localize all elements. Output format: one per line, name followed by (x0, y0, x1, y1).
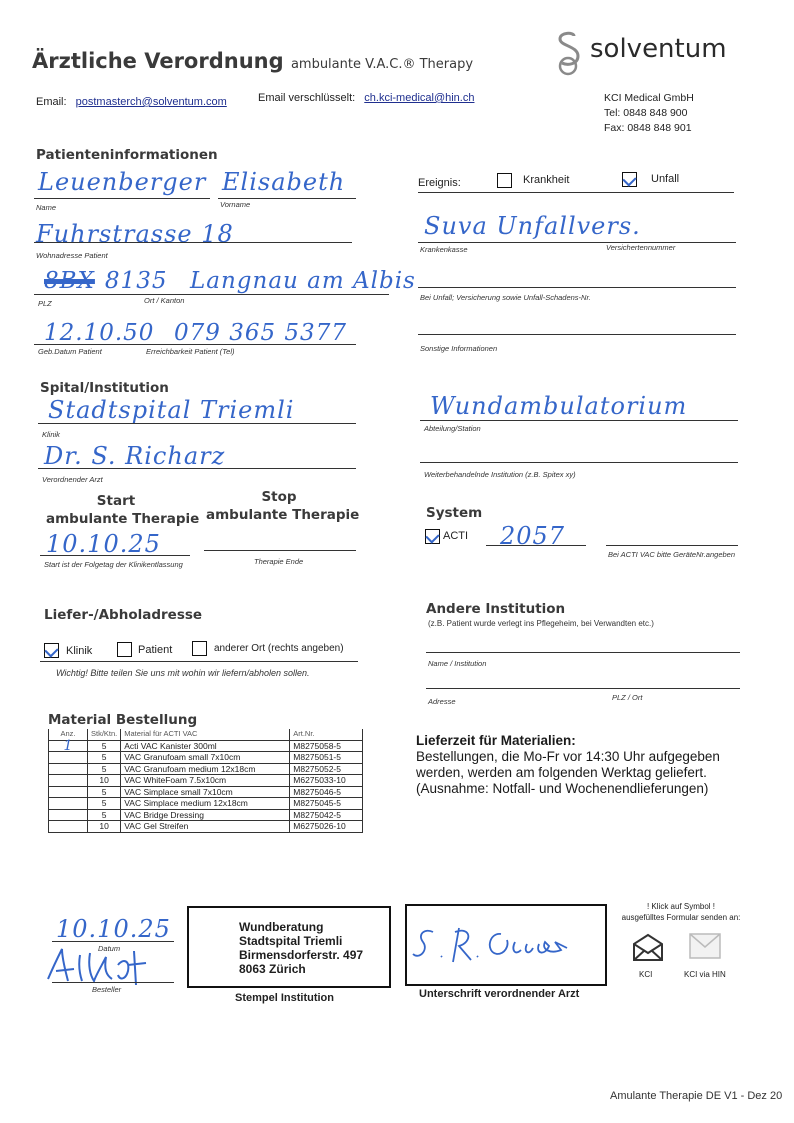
start-label: Start ist der Folgetag der Klinikentlassung (44, 560, 183, 569)
stamp-text (239, 920, 363, 976)
material-artnr-cell: M8275052-5 (290, 763, 363, 775)
dob-label: Geb.Datum Patient (38, 347, 102, 356)
company-name: KCI Medical GmbH (604, 92, 694, 104)
rechts-text: (rechts angeben) (267, 643, 344, 654)
delivery-time-line3: (Ausnahme: Notfall- und Wochenendlieferungen) (416, 781, 709, 796)
patient-tel-value: 079 365 5377 (174, 320, 347, 346)
send-hint-2: ausgefülltes Formular senden an: (621, 913, 741, 922)
sonstige-label: Sonstige Informationen (420, 344, 498, 353)
other-inst-hint: (z.B. Patient wurde verlegt ins Pflegeheim, bei Verwandten etc.) (428, 619, 654, 628)
delivery-klinik-label: Klinik (66, 645, 93, 657)
stamp-line-4: 8063 Zürich (239, 962, 306, 976)
besteller-line (52, 982, 174, 983)
plz-label: PLZ (38, 299, 52, 308)
material-row (49, 821, 363, 833)
arzt-label: Verordnender Arzt (42, 475, 103, 484)
patient-address-value: Fuhrstrasse 18 (36, 220, 234, 248)
other-name-line (426, 652, 740, 653)
anderer-text: anderer Ort (214, 643, 266, 654)
device-line-2 (606, 545, 738, 546)
acti-label: ACTI (443, 530, 469, 542)
stamp-box (187, 906, 391, 988)
ereignis-line (418, 192, 734, 193)
material-name-cell: Acti VAC Kanister 300ml (121, 740, 290, 752)
material-stk-cell: 5 (88, 798, 121, 810)
stamp-line-1: Wundberatung (239, 920, 324, 934)
plz-line (34, 294, 389, 295)
material-row (49, 752, 363, 764)
dob-line (34, 344, 356, 345)
material-artnr-cell: M6275033-10 (290, 775, 363, 787)
delivery-note: Wichtig! Bitte teilen Sie uns mit wohin wir liefern/abholen sollen. (56, 668, 310, 678)
unfall-checkbox[interactable] (622, 172, 637, 187)
address-line (34, 242, 352, 243)
kci-hin-mail-icon[interactable] (688, 932, 722, 960)
ort-label: Ort / Kanton (144, 296, 185, 305)
krankheit-label: Krankheit (523, 174, 570, 186)
col-artnr: Art.Nr. (290, 729, 363, 740)
material-artnr-cell: M6275026-10 (290, 821, 363, 833)
unfall-label: Unfall (651, 173, 680, 185)
besteller-signature (40, 945, 170, 987)
delivery-time-block (416, 733, 720, 797)
device-nr-value: 2057 (500, 522, 566, 550)
delivery-time-line2: werden, werden am folgenden Werktag geliefert. (416, 765, 707, 780)
send-hint-1: ! Klick auf Symbol ! (646, 902, 716, 911)
abteilung-line (420, 420, 738, 421)
other-plzort-label: PLZ / Ort (612, 693, 643, 702)
material-row (49, 798, 363, 810)
delivery-anderer-checkbox[interactable] (192, 641, 207, 656)
vorname-line (218, 198, 356, 199)
other-adresse-label: Adresse (428, 697, 456, 706)
material-stk-cell: 5 (88, 809, 121, 821)
delivery-time-title: Lieferzeit für Materialien: (416, 733, 576, 748)
date-line (52, 941, 174, 942)
material-artnr-cell: M8275058-5 (290, 740, 363, 752)
material-artnr-cell: M8275051-5 (290, 752, 363, 764)
unfall-nr-label: Bei Unfall; Versicherung sowie Unfall-Schadens-Nr. (420, 293, 591, 302)
email-enc-label: Email verschlüsselt: (258, 92, 356, 104)
section-other-institution: Andere Institution (426, 601, 566, 617)
stop-title-2: ambulante Therapie (206, 507, 360, 523)
versichertennummer-label: Versichertennummer (606, 243, 676, 252)
signature-date-value: 10.10.25 (56, 915, 171, 943)
form-title (32, 49, 473, 73)
title-main: Ärztliche Verordnung (32, 49, 284, 73)
stop-title-1: Stop (261, 489, 297, 505)
material-stk-cell: 5 (88, 763, 121, 775)
kci-hin-label: KCI via HIN (684, 970, 726, 979)
logo-text: solventum (590, 34, 727, 64)
vorname-label: Vorname (220, 200, 251, 209)
material-artnr-cell: M8275046-5 (290, 786, 363, 798)
delivery-patient-checkbox[interactable] (117, 642, 132, 657)
material-stk-cell: 5 (88, 786, 121, 798)
material-anz-cell[interactable] (49, 775, 88, 787)
section-institution: Spital/Institution (40, 380, 169, 396)
material-row (49, 775, 363, 787)
patient-dob-value: 12.10.50 (44, 320, 155, 346)
company-info (604, 91, 694, 136)
start-title-1: Start (96, 493, 136, 509)
material-anz-cell[interactable] (49, 786, 88, 798)
other-name-label: Name / Institution (428, 659, 487, 668)
krankheit-checkbox[interactable] (497, 173, 512, 188)
arzt-line (38, 468, 356, 469)
material-anz-cell[interactable] (49, 763, 88, 775)
material-row (49, 740, 363, 752)
stop-title (206, 488, 360, 524)
material-name-cell: VAC Granufoam small 7x10cm (121, 752, 290, 764)
stamp-line-3: Birmensdorferstr. 497 (239, 948, 364, 962)
email-enc-row (258, 92, 474, 104)
weiter-label: Weiterbehandelnde Institution (z.B. Spitex xy) (424, 470, 576, 479)
delivery-line (40, 661, 358, 662)
email-label: Email: (36, 96, 67, 108)
start-line (40, 555, 190, 556)
email-row (36, 96, 227, 108)
patient-plz-value: 8BX 8135 (44, 268, 168, 294)
kci-label: KCI (639, 970, 653, 979)
stamp-line-2: Stadtspital Triemli (239, 934, 343, 948)
material-table (48, 729, 363, 833)
send-hint (617, 901, 745, 923)
unfall-nr-line (418, 287, 736, 288)
section-delivery: Liefer-/Abholadresse (44, 607, 203, 623)
section-patient: Patienteninformationen (36, 147, 218, 163)
delivery-patient-label: Patient (138, 644, 173, 656)
email-link[interactable]: postmasterch@solventum.com (75, 96, 227, 108)
solventum-logo (552, 30, 727, 76)
kci-mail-icon[interactable] (630, 932, 666, 962)
signature-caption: Unterschrift verordnender Arzt (419, 988, 580, 1000)
material-anz-cell[interactable] (49, 821, 88, 833)
material-name-cell: VAC Bridge Dressing (121, 809, 290, 821)
start-title-2: ambulante Therapie (46, 511, 200, 527)
weiter-line (420, 462, 738, 463)
plz-text: 8135 (104, 268, 168, 294)
abteilung-value: Wundambulatorium (430, 392, 688, 420)
section-system: System (426, 505, 483, 521)
company-fax: Fax: 0848 848 901 (604, 122, 692, 134)
patient-name-value: Leuenberger (38, 168, 207, 196)
material-artnr-cell: M8275045-5 (290, 798, 363, 810)
title-sub: ambulante V.A.C.® Therapy (290, 57, 474, 72)
kasse-line (418, 242, 736, 243)
material-name-cell: VAC Simplace medium 12x18cm (121, 798, 290, 810)
name-label: Name (36, 203, 57, 212)
material-table-wrap (48, 729, 363, 833)
delivery-anderer-label (214, 643, 344, 654)
sonstige-line (418, 334, 736, 335)
material-header-row (49, 729, 363, 740)
material-name-cell: VAC Simplace small 7x10cm (121, 786, 290, 798)
material-stk-cell: 10 (88, 821, 121, 833)
start-title (46, 492, 200, 528)
klinik-line (38, 423, 356, 424)
material-name-cell: VAC Granufoam medium 12x18cm (121, 763, 290, 775)
klinik-label: Klinik (42, 430, 60, 439)
material-stk-cell: 5 (88, 752, 121, 764)
ereignis-label: Ereignis: (418, 177, 461, 189)
delivery-klinik-checkbox[interactable] (44, 643, 59, 658)
stamp-caption: Stempel Institution (235, 992, 334, 1004)
end-label: Therapie Ende (254, 557, 304, 566)
delivery-time-line1: Bestellungen, die Mo-Fr vor 14:30 Uhr aufgegeben (416, 749, 720, 764)
other-adresse-line (426, 688, 740, 689)
footer-version: Amulante Therapie DE V1 - Dez 20 (610, 1090, 783, 1102)
material-name-cell: VAC WhiteFoam 7.5x10cm (121, 775, 290, 787)
signature-box[interactable] (405, 904, 607, 986)
start-date-value: 10.10.25 (46, 530, 161, 558)
material-anz-cell[interactable] (49, 798, 88, 810)
material-row (49, 786, 363, 798)
klinik-value: Stadtspital Triemli (48, 396, 295, 424)
material-anz-cell[interactable]: 1 (49, 740, 88, 752)
krankenkasse-value: Suva Unfallvers. (424, 212, 641, 240)
material-stk-cell: 10 (88, 775, 121, 787)
company-tel: Tel: 0848 848 900 (604, 107, 688, 119)
doctor-signature (411, 920, 581, 970)
arzt-value: Dr. S. Richarz (44, 442, 226, 470)
material-stk-cell: 5 (88, 740, 121, 752)
name-line (34, 198, 210, 199)
device-label: Bei ACTI VAC bitte GeräteNr.angeben (608, 550, 736, 559)
patient-ort-value: Langnau am Albis (190, 268, 416, 294)
acti-checkbox[interactable] (425, 529, 440, 544)
device-line (486, 545, 586, 546)
col-stk: Stk/Ktn. (88, 729, 121, 740)
tel-label: Erreichbarkeit Patient (Tel) (146, 347, 235, 356)
material-name-cell: VAC Gel Streifen (121, 821, 290, 833)
address-label: Wohnadresse Patient (36, 251, 108, 260)
abteilung-label: Abteilung/Station (424, 424, 481, 433)
krankenkasse-label: Krankenkasse (420, 245, 468, 254)
solventum-logo-icon (552, 30, 586, 76)
section-material: Material Bestellung (48, 712, 198, 728)
patient-vorname-value: Elisabeth (222, 168, 346, 196)
material-row (49, 763, 363, 775)
besteller-label: Besteller (92, 985, 122, 994)
date-label: Datum (98, 944, 121, 953)
col-anz: Anz. (49, 729, 88, 740)
stop-line (204, 550, 356, 551)
email-enc-link[interactable]: ch.kci-medical@hin.ch (364, 92, 475, 104)
material-artnr-cell: M8275042-5 (290, 809, 363, 821)
material-row (49, 809, 363, 821)
material-anz-cell[interactable] (49, 809, 88, 821)
col-material: Material für ACTI VAC (121, 729, 290, 740)
